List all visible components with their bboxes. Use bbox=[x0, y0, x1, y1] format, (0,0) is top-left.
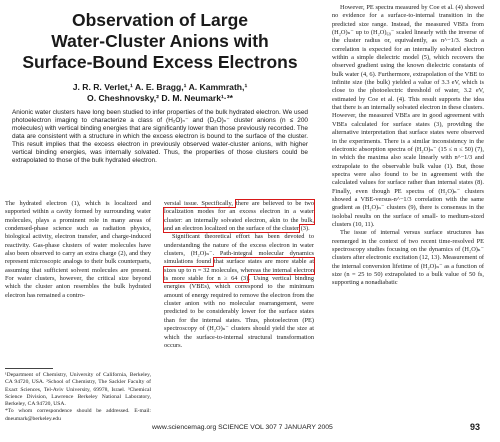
article-title bbox=[4, 10, 316, 73]
highlighted-sentence-1: there are believed to be two localization modes for an excess electron in a water cluster: an internally solvated electron, akin to the bulk, and an electron localized on the surface of the cluster bbox=[164, 200, 314, 233]
title-line-1: Observation of Large bbox=[71, 10, 248, 30]
page-number: 93 bbox=[470, 422, 481, 432]
authors-line-2: O. Cheshnovsky,² D. M. Neumark¹·³* bbox=[87, 92, 233, 103]
footnote-rule bbox=[5, 368, 53, 369]
body-column-middle bbox=[164, 200, 314, 350]
text-tail: (3). bbox=[300, 225, 310, 233]
paragraph-localization-modes bbox=[164, 200, 314, 233]
affiliations-note: ¹Department of Chemistry, University of California, Berkeley, CA 94720, USA. ²School of Chemistry, The Sackler Faculty of Exact Sciences, Tel-Aviv University, 69978, Israel. ³Chemical Science Division, Lawrence Berkeley National Laboratory, Berkeley, CA 94720, USA. bbox=[5, 372, 151, 408]
highlighted-sentence-2: that surface states are more stable at sizes up to n = 32 molecules, whereas the internal electron is more stable for n ≥ 64 (3) bbox=[164, 258, 314, 283]
text-lead: Significant theoretical effort has been devoted to understanding the nature of the excess electron in water clusters, (H₂O)ₙ⁻. Path-integral molecular dynamics simulations found bbox=[164, 233, 314, 266]
title-line-2: Water-Cluster Anions with bbox=[51, 31, 269, 51]
paragraph-pe-spectra: However, PE spectra measured by Coe et al. (4) showed no evidence for a surface-to-internal transition in the predicted size range. Instead, the measured VBEs from (H₂O)ₙ⁻ up to (H₂O)₆₉⁻ scaled linearly with the inverse of the cluster radius or, equivalently, as n^−1/3. Such a correlation is expected for an internally solvated electron within a simple dielectric model (5), which recovers the observed gradient using the known dielectric constants of bulk water (4, 6). Furthermore, extrapolation of the VBE to infinite size (the bulk) yielded a value of 3.3 eV, which is close to the photoelectric threshold of water, 3.2 eV, estimated by Coe et al. (4). This result supports the idea that there is an internally solvated electron in these clusters. However, the measured VBEs are in good agreement with VBEs calculated for surface states (3), providing the alternative interpretation that surface states were observed in the experiments. There is a similar inconsistency in the electronic absorption spectra of (H₂O)ₙ⁻ (15 ≤ n ≤ 50) (7), in which the maxima also scale linearly with n^−1/3 and extrapolate to the observable bulk value (1). But, those spectra were also found to be in agreement with the calculated values for surface rather than internal states (8). Finally, even though PE spectra of (H₂O)ₙ⁻ clusters showed a VBE-versus-n^−1/3 correlation with the same gradient as (H₂O)ₙ⁻ clusters (9), there is consensus in the isolobal results on the surface of small- to medium-sized clusters (10, 11). bbox=[332, 4, 484, 228]
journal-footer: www.sciencemag.org SCIENCE VOL 307 7 JANUARY 2005 bbox=[152, 424, 333, 431]
abstract: Anionic water clusters have long been studied to infer properties of the bulk hydrated electron. We used photoelectron imaging to characterize a class of (H₂O)ₙ⁻ and (D₂O)ₙ⁻ cluster anions (n ≤ 200 molecules) with vertical binding energies that are significantly lower than those previously recorded. The data are consistent with a structure in which the excess electron is bound to the surface of the cluster. This result implies that the excess electron in previously observed water-cluster anions, with higher vertical binding energies, was internally solvated. Thus, the properties of those clusters could be extrapolated to those of the bulk hydrated electron. bbox=[12, 109, 308, 164]
title-line-3: Surface-Bound Excess Electrons bbox=[22, 52, 298, 72]
correspondence-note: *To whom correspondence should be addressed. E-mail: dneumark@berkeley.edu bbox=[5, 408, 151, 422]
author-list bbox=[4, 82, 316, 103]
authors-line-1: J. R. R. Verlet,¹ A. E. Bragg,¹ A. Kammrath,¹ bbox=[72, 82, 248, 92]
text-tail: . Using vertical binding energies (VBEs), which correspond to the minimum amount of energy required to remove the electron from the cluster anion with no molecular rearrangement, were predicted to be considerably lower for the surface states than for the internal states. Thus, photoelectron (PE) spectroscopy of (H₂O)ₙ⁻ clusters should yield the size at which the surface-to-internal structural transformation occurs. bbox=[164, 275, 314, 349]
paragraph-time-resolved: The issue of internal versus surface structures has reemerged in the context of two recent time-resolved PE spectroscopy studies focusing on the dynamics of (H₂O)ₙ⁻ clusters after electronic excitation (12, 13). Measurement of the internal conversion lifetime of (H₂O)ₙ⁻ as a function of size (n = 25 to 50) extrapolated to a bulk value of 50 fs, supporting a nonadiabatic bbox=[332, 229, 485, 287]
paragraph-theory bbox=[164, 233, 314, 350]
intro-paragraph: The hydrated electron (1), which is localized and supported within a cavity formed by surrounding water molecules, plays a prominent role in many areas of condensed-phase science such as radiation physics, biological activity, electron transfer, and charge-induced reactivity. Gas-phase clusters of water molecules have also been observed to carry an extra charge (2), and they represent microscopic analogs to their bulk counterparts, assuming that sufficient solvent molecules are present. For water clusters, however, the critical size beyond which the cluster anion resembles the bulk hydrated electron has remained a contro- bbox=[5, 200, 151, 299]
text-lead: versial issue. Specifically, bbox=[164, 200, 233, 207]
body-column-right bbox=[332, 4, 484, 288]
footnotes bbox=[5, 372, 151, 423]
body-column-left bbox=[5, 200, 151, 300]
